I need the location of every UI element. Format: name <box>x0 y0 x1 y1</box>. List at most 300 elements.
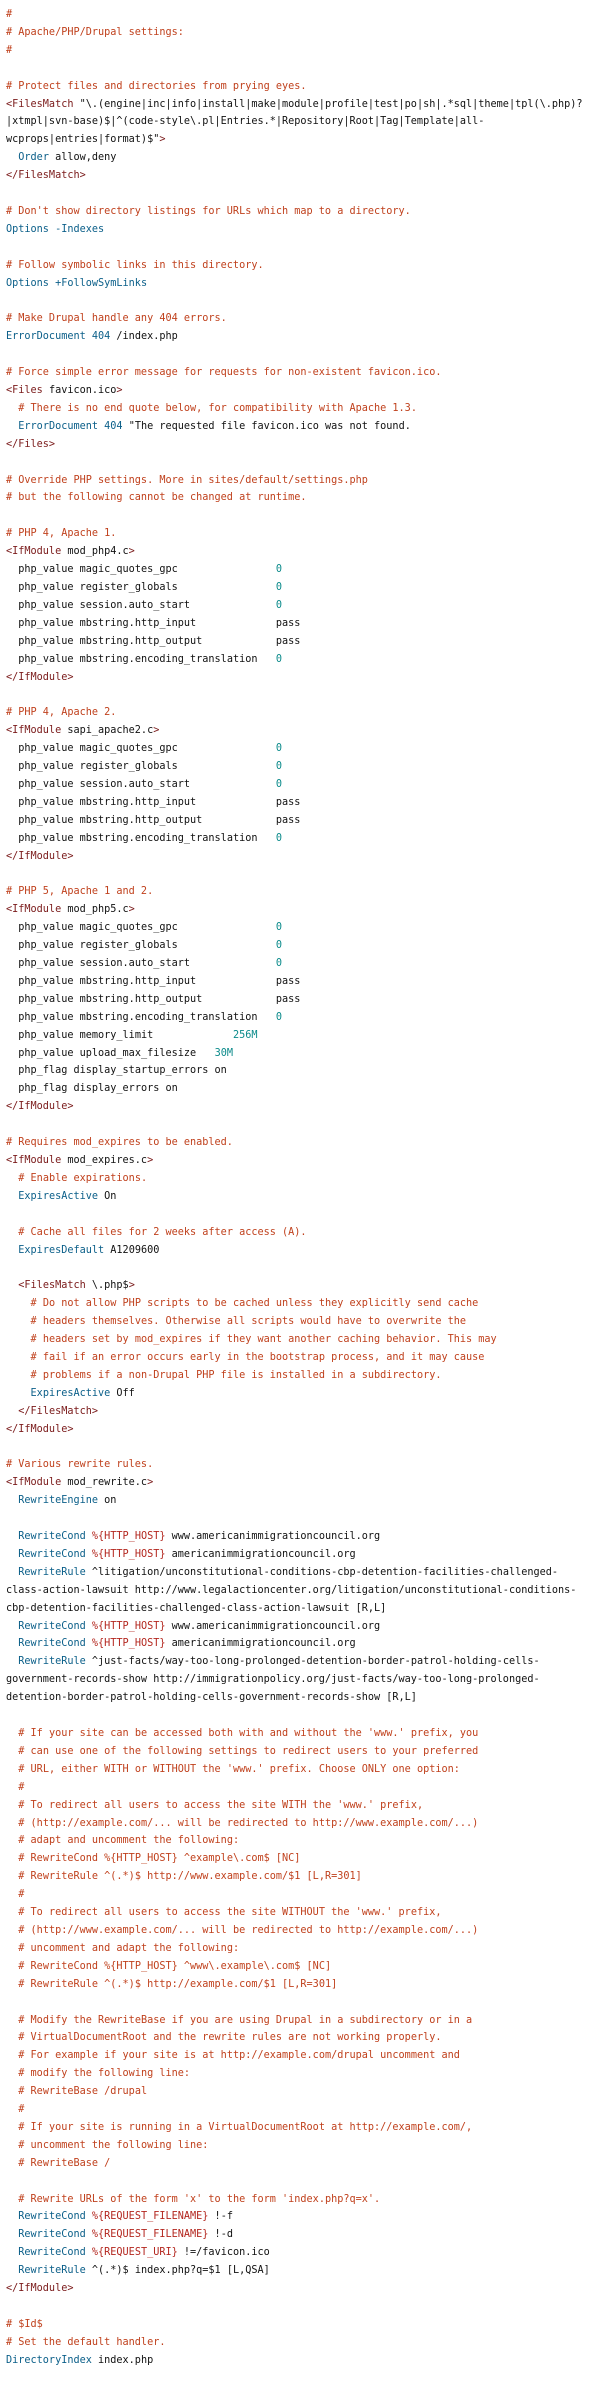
code-line <box>6 1027 592 1045</box>
code-line <box>6 239 592 257</box>
code-token-comment: # Set the default handler. <box>6 2336 166 2348</box>
code-token-value: php_value mbstring.http_input pass <box>6 617 301 629</box>
code-line <box>6 1958 592 1976</box>
code-line <box>6 1707 592 1725</box>
code-token-value: A1209600 <box>104 1244 160 1256</box>
code-token-tag: <FilesMatch <box>6 98 74 110</box>
code-token-value: php_value mbstring.encoding_translation <box>6 1011 276 1023</box>
code-line <box>6 597 592 615</box>
code-line <box>6 1421 592 1439</box>
code-token-value: php_value magic_quotes_gpc <box>6 564 276 576</box>
code-token-number: 256M <box>232 1029 258 1041</box>
code-line <box>6 203 592 221</box>
code-token-value: php_value session.auto_start <box>6 599 276 611</box>
code-line <box>6 1886 592 1904</box>
code-line <box>6 472 592 490</box>
code-token-comment: # PHP 4, Apache 1. <box>6 528 117 540</box>
code-token-directive: RewriteRule <box>18 1566 86 1578</box>
code-line <box>6 1474 592 1492</box>
code-line <box>6 6 592 24</box>
code-token-comment: # $Id$ <box>6 2318 43 2330</box>
code-token-value: "\.(engine|inc|info|install|make|module|profile|test|po|sh|.*sql|theme|tpl(\.php)?|xtmpl|svn-base)$|^(code-style\.pl|Entries.*|Repository|Root|Tag|Template|all-wcprops|entries|format)$" <box>6 98 583 146</box>
code-token-value: mod_expires.c <box>61 1155 148 1166</box>
code-token-value <box>6 2247 18 2258</box>
code-token-value: php_value memory_limit <box>6 1029 233 1041</box>
code-token-comment: # <box>6 2104 25 2116</box>
code-line <box>6 1761 592 1779</box>
code-token-value: mod_rewrite.c <box>61 1477 148 1489</box>
code-line <box>6 2280 592 2298</box>
code-token-comment: # If your site is running in a VirtualDocumentRoot at http://example.com/, <box>6 2121 473 2133</box>
code-line <box>6 740 592 758</box>
code-line <box>6 1152 592 1170</box>
code-token-tag: > <box>153 725 160 737</box>
code-line <box>6 669 592 687</box>
code-token-comment: # URL, either WITH or WITHOUT the 'www.' prefix. Choose ONLY one option: <box>6 1763 460 1775</box>
code-token-value: php_value register_globals <box>6 761 276 773</box>
code-token-directive: Order <box>18 152 49 164</box>
code-token-value: index.php <box>91 2354 154 2366</box>
code-line <box>6 78 592 96</box>
code-token-directive: ErrorDocument <box>6 331 86 343</box>
code-token-value: www.americanimmigrationcouncil.org <box>165 1620 381 1632</box>
code-token-comment: # To redirect all users to access the site WITHOUT the 'www.' prefix, <box>6 1907 442 1919</box>
code-token-comment: # (http://example.com/... will be redirected to http://www.example.com/...) <box>6 1817 479 1829</box>
code-token-directive: Options <box>6 277 49 289</box>
code-line <box>6 2083 592 2101</box>
code-token-value: php_value mbstring.encoding_translation <box>6 653 276 665</box>
code-line <box>6 2137 592 2155</box>
code-token-value: php_value mbstring.http_output pass <box>6 993 301 1005</box>
code-token-comment: # PHP 4, Apache 2. <box>6 707 117 719</box>
code-line <box>6 2191 592 2209</box>
code-line <box>6 686 592 704</box>
code-token-value <box>6 1567 18 1578</box>
code-token-comment: # uncomment and adapt the following: <box>6 1942 240 1954</box>
code-line <box>6 866 592 884</box>
code-line <box>6 1295 592 1313</box>
code-line <box>6 454 592 472</box>
code-line <box>6 149 592 167</box>
code-token-status: 404 <box>98 420 123 432</box>
code-line <box>6 382 592 400</box>
code-line <box>6 1832 592 1850</box>
code-line <box>6 704 592 722</box>
code-token-comment: # but the following cannot be changed at runtime. <box>6 492 307 504</box>
code-line <box>6 1850 592 1868</box>
code-token-comment: # Various rewrite rules. <box>6 1459 154 1471</box>
code-line <box>6 1009 592 1027</box>
code-line <box>6 364 592 382</box>
code-token-value: ^litigation/unconstitutional-conditions-cbp-detention-facilities-challenged-class-action-lawsuit http://www.legalactioncenter.org/litigation/unconstitutional-conditions-cbp-detention-facilities-challenged-class-action-lawsuit [R,L] <box>6 1566 577 1614</box>
code-line <box>6 489 592 507</box>
code-line <box>6 848 592 866</box>
code-token-comment: # (http://www.example.com/... will be redirected to http://example.com/...) <box>6 1924 479 1936</box>
code-token-value: php_value upload_max_filesize <box>6 1047 215 1059</box>
code-token-value: allow,deny <box>48 152 117 164</box>
code-line <box>6 167 592 185</box>
code-token-directive: RewriteCond <box>18 1620 86 1632</box>
code-token-value <box>6 1656 18 1667</box>
code-token-number: 0 <box>275 743 283 755</box>
code-token-value <box>6 1406 18 1417</box>
code-line <box>6 919 592 937</box>
code-line <box>6 1546 592 1564</box>
code-token-tag: <IfModule <box>6 725 62 737</box>
code-token-comment: # Requires mod_expires to be enabled. <box>6 1137 233 1149</box>
code-token-value: php_flag display_startup_errors on <box>6 1065 227 1077</box>
code-token-comment: # Rewrite URLs of the form 'x' to the form 'index.php?q=x'. <box>6 2193 381 2205</box>
code-token-value: !-f <box>208 2211 233 2223</box>
code-token-number: 0 <box>275 564 283 576</box>
code-line <box>6 1940 592 1958</box>
code-token-var: %{HTTP_HOST} <box>85 1548 166 1560</box>
code-token-directive: RewriteEngine <box>18 1495 99 1507</box>
code-line <box>6 24 592 42</box>
code-token-comment: # To redirect all users to access the site WITH the 'www.' prefix, <box>6 1799 424 1811</box>
code-token-value: \.php$ <box>85 1280 129 1292</box>
code-line <box>6 615 592 633</box>
code-token-comment: # <box>6 44 13 56</box>
code-token-tag: > <box>147 1477 154 1489</box>
code-token-tag: </Files> <box>6 438 56 450</box>
code-line <box>6 96 592 150</box>
code-token-directive: RewriteCond <box>18 2229 86 2241</box>
code-line <box>6 1904 592 1922</box>
code-token-directive: Options <box>6 223 49 235</box>
code-token-value: php_flag display_errors on <box>6 1083 178 1095</box>
code-token-value: php_value mbstring.http_output pass <box>6 635 301 647</box>
code-line <box>6 2029 592 2047</box>
code-line <box>6 257 592 275</box>
code-token-value <box>6 1638 18 1649</box>
code-token-value: !-d <box>208 2229 233 2241</box>
code-line <box>6 758 592 776</box>
code-line <box>6 561 592 579</box>
code-line <box>6 1206 592 1224</box>
code-token-comment: # Enable expirations. <box>6 1172 148 1184</box>
code-token-tag: <IfModule <box>6 904 62 916</box>
code-token-comment: # Force simple error message for requests for non-existent favicon.ico. <box>6 367 442 379</box>
code-token-tag: > <box>128 1280 135 1292</box>
code-line <box>6 1797 592 1815</box>
code-line <box>6 2047 592 2065</box>
code-line <box>6 1456 592 1474</box>
code-token-number: 0 <box>275 778 283 790</box>
code-token-value <box>6 1621 18 1632</box>
code-line <box>6 1815 592 1833</box>
code-token-value: php_value register_globals <box>6 940 276 952</box>
code-line <box>6 1635 592 1653</box>
code-token-value <box>6 2265 18 2276</box>
code-line <box>6 507 592 525</box>
code-token-value: ^just-facts/way-too-long-prolonged-detention-border-patrol-holding-cells-government-records-show http://immigrationpolicy.org/just-facts/way-too-long-prolonged-detention-border-patrol-holding-cells-government-records-show [R,L] <box>6 1656 540 1704</box>
code-token-value: php_value session.auto_start <box>6 778 276 790</box>
code-line <box>6 1349 592 1367</box>
code-line <box>6 1062 592 1080</box>
code-token-neg: +FollowSymLinks <box>48 277 148 289</box>
code-token-value <box>6 1388 31 1399</box>
code-line <box>6 1385 592 1403</box>
code-line <box>6 1868 592 1886</box>
code-token-comment: # Make Drupal handle any 404 errors. <box>6 313 227 325</box>
code-token-comment: # RewriteRule ^(.*)$ http://www.example.com/$1 [L,R=301] <box>6 1871 362 1883</box>
code-token-value <box>6 1280 18 1291</box>
code-token-value: americanimmigrationcouncil.org <box>165 1548 356 1560</box>
code-token-comment: # PHP 5, Apache 1 and 2. <box>6 886 154 898</box>
code-line <box>6 1976 592 1994</box>
code-line <box>6 1224 592 1242</box>
code-token-comment: # <box>6 9 13 20</box>
code-line <box>6 2226 592 2244</box>
code-token-value: On <box>98 1190 117 1202</box>
code-token-comment: # <box>6 1889 25 1901</box>
code-line <box>6 955 592 973</box>
code-line <box>6 2065 592 2083</box>
code-line <box>6 436 592 454</box>
code-token-tag: </IfModule> <box>6 1423 74 1435</box>
code-token-value <box>6 1191 18 1202</box>
code-token-comment: # adapt and uncomment the following: <box>6 1835 240 1847</box>
code-token-value <box>6 1245 18 1256</box>
code-token-comment: # If your site can be accessed both with and without the 'www.' prefix, you <box>6 1728 479 1739</box>
code-token-tag: <IfModule <box>6 1155 62 1166</box>
code-line <box>6 543 592 561</box>
code-token-value <box>6 421 18 432</box>
code-token-comment: # Follow symbolic links in this directory. <box>6 259 264 271</box>
code-line <box>6 275 592 293</box>
code-token-value: php_value mbstring.http_input pass <box>6 975 301 987</box>
code-token-value: www.americanimmigrationcouncil.org <box>165 1531 381 1543</box>
code-line <box>6 1170 592 1188</box>
code-token-value: php_value session.auto_start <box>6 958 276 970</box>
code-token-tag: > <box>159 134 166 146</box>
code-line <box>6 221 592 239</box>
code-line <box>6 2262 592 2280</box>
code-line <box>6 1134 592 1152</box>
code-line <box>6 2352 592 2370</box>
code-token-var: %{REQUEST_FILENAME} <box>85 2229 209 2241</box>
code-line <box>6 633 592 651</box>
code-token-tag: </IfModule> <box>6 850 74 862</box>
code-line <box>6 1098 592 1116</box>
code-line <box>6 812 592 830</box>
code-line <box>6 794 592 812</box>
code-token-value: php_value magic_quotes_gpc <box>6 743 276 755</box>
code-token-value: ^(.*)$ index.php?q=$1 [L,QSA] <box>85 2265 270 2277</box>
code-line <box>6 1259 592 1277</box>
code-token-comment: # Protect files and directories from prying eyes. <box>6 80 307 92</box>
code-token-number: 0 <box>275 958 283 970</box>
code-token-value: "The requested file favicon.ico was not found. <box>122 420 411 432</box>
code-token-comment: # RewriteBase / <box>6 2157 111 2169</box>
code-token-status: 404 <box>85 331 111 343</box>
code-token-comment: # uncomment the following line: <box>6 2139 209 2151</box>
code-line <box>6 2119 592 2137</box>
code-line <box>6 2101 592 2119</box>
code-line <box>6 60 592 78</box>
code-token-value: mod_php4.c <box>61 546 129 558</box>
code-line <box>6 1242 592 1260</box>
code-line <box>6 1403 592 1421</box>
code-token-value: on <box>98 1495 117 1507</box>
code-line <box>6 1313 592 1331</box>
code-token-value <box>6 2229 18 2240</box>
code-token-tag: </FilesMatch> <box>18 1405 99 1417</box>
code-line <box>6 1045 592 1063</box>
code-token-directive: RewriteCond <box>18 1638 86 1650</box>
code-token-number: 0 <box>275 582 283 593</box>
code-token-comment: # fail if an error occurs early in the bootstrap process, and it may cause <box>6 1351 485 1363</box>
code-token-var: %{HTTP_HOST} <box>85 1620 166 1632</box>
code-token-comment: # Don't show directory listings for URLs which map to a directory. <box>6 205 411 217</box>
code-token-directive: RewriteCond <box>18 1531 86 1543</box>
code-token-comment: # problems if a non-Drupal PHP file is installed in a subdirectory. <box>6 1369 442 1381</box>
code-token-number: 0 <box>275 653 283 665</box>
code-line <box>6 418 592 436</box>
code-token-tag: > <box>128 904 135 916</box>
code-line <box>6 1277 592 1295</box>
code-line <box>6 1564 592 1618</box>
code-token-value <box>6 2211 18 2222</box>
code-line <box>6 2208 592 2226</box>
code-token-comment: # There is no end quote below, for compatibility with Apache 1.3. <box>6 402 417 414</box>
code-token-value: Off <box>110 1387 135 1399</box>
code-line <box>6 937 592 955</box>
code-token-comment: # RewriteRule ^(.*)$ http://example.com/$1 [L,R=301] <box>6 1978 338 1990</box>
code-token-directive: RewriteCond <box>18 2247 86 2259</box>
code-token-directive: ExpiresActive <box>30 1387 111 1399</box>
code-token-value: php_value register_globals <box>6 582 276 593</box>
code-line <box>6 579 592 597</box>
code-token-comment: # Modify the RewriteBase if you are using Drupal in a subdirectory or in a <box>6 2014 473 2026</box>
code-token-tag: </FilesMatch> <box>6 170 86 182</box>
code-token-directive: RewriteRule <box>18 1656 86 1668</box>
code-line <box>6 328 592 346</box>
code-line <box>6 310 592 328</box>
code-token-tag: <IfModule <box>6 546 62 558</box>
code-line <box>6 1331 592 1349</box>
code-token-directive: ExpiresActive <box>18 1190 99 1202</box>
code-line <box>6 1439 592 1457</box>
code-token-number: 0 <box>275 922 283 934</box>
code-token-var: %{REQUEST_URI} <box>85 2247 178 2259</box>
code-line <box>6 1492 592 1510</box>
code-line <box>6 1188 592 1206</box>
code-token-var: %{HTTP_HOST} <box>85 1531 166 1543</box>
code-line <box>6 1994 592 2012</box>
code-line <box>6 2244 592 2262</box>
code-token-value <box>6 1531 18 1542</box>
code-token-tag: </IfModule> <box>6 671 74 683</box>
code-token-tag: > <box>116 385 123 397</box>
code-token-number: 0 <box>275 832 283 844</box>
code-token-number: 30M <box>214 1047 233 1059</box>
code-token-tag: </IfModule> <box>6 1101 74 1113</box>
code-token-value: /index.php <box>110 331 178 343</box>
code-line <box>6 2298 592 2316</box>
code-line <box>6 400 592 418</box>
code-line <box>6 42 592 60</box>
code-token-directive: RewriteCond <box>18 2211 86 2223</box>
code-token-value: !=/favicon.ico <box>177 2247 270 2259</box>
code-line <box>6 1653 592 1707</box>
code-token-comment: # <box>6 1781 25 1793</box>
code-line <box>6 991 592 1009</box>
code-line <box>6 346 592 364</box>
code-line <box>6 901 592 919</box>
code-token-comment: # can use one of the following settings to redirect users to your preferred <box>6 1745 479 1757</box>
code-line <box>6 1116 592 1134</box>
code-token-tag: > <box>147 1155 154 1166</box>
code-token-value: php_value magic_quotes_gpc <box>6 922 276 934</box>
code-line <box>6 883 592 901</box>
code-line <box>6 1725 592 1743</box>
code-line <box>6 293 592 311</box>
code-token-value: mod_php5.c <box>61 904 129 916</box>
code-token-tag: > <box>128 546 135 558</box>
code-token-number: 0 <box>275 1011 283 1023</box>
code-line <box>6 185 592 203</box>
code-line <box>6 525 592 543</box>
code-line <box>6 2316 592 2334</box>
code-line <box>6 1618 592 1636</box>
code-line <box>6 651 592 669</box>
code-token-directive: RewriteCond <box>18 1548 86 1560</box>
code-line <box>6 830 592 848</box>
code-token-value: php_value mbstring.encoding_translation <box>6 832 276 844</box>
code-token-comment: # Cache all files for 2 weeks after access (A). <box>6 1226 307 1238</box>
code-token-directive: DirectoryIndex <box>6 2354 92 2366</box>
code-token-value: americanimmigrationcouncil.org <box>165 1638 356 1650</box>
code-token-value <box>6 1549 18 1560</box>
code-token-number: 0 <box>275 761 283 773</box>
code-line <box>6 1922 592 1940</box>
code-token-value: sapi_apache2.c <box>61 725 154 737</box>
code-token-number: 0 <box>275 599 283 611</box>
code-line <box>6 1080 592 1098</box>
code-token-tag: </IfModule> <box>6 2283 74 2295</box>
code-line <box>6 2155 592 2173</box>
code-line <box>6 776 592 794</box>
code-token-comment: # RewriteCond %{HTTP_HOST} ^example\.com$ [NC] <box>6 1853 301 1865</box>
code-token-comment: # For example if your site is at http://example.com/drupal uncomment and <box>6 2050 460 2062</box>
code-token-var: %{HTTP_HOST} <box>85 1638 166 1650</box>
code-token-value: php_value mbstring.http_input pass <box>6 796 301 808</box>
code-token-comment: # Override PHP settings. More in sites/default/settings.php <box>6 474 368 486</box>
code-line <box>6 973 592 991</box>
code-line <box>6 1743 592 1761</box>
code-token-directive: ErrorDocument <box>18 420 99 432</box>
code-line <box>6 2173 592 2191</box>
code-token-neg: -Indexes <box>48 223 105 235</box>
code-line <box>6 2334 592 2352</box>
code-line <box>6 722 592 740</box>
code-token-value <box>6 1495 18 1506</box>
code-token-directive: RewriteRule <box>18 2265 86 2277</box>
code-token-value: php_value mbstring.http_output pass <box>6 814 301 826</box>
code-line <box>6 1367 592 1385</box>
code-token-comment: # VirtualDocumentRoot and the rewrite rules are not working properly. <box>6 2032 442 2044</box>
code-line <box>6 1510 592 1528</box>
code-token-number: 0 <box>275 940 283 952</box>
code-line <box>6 1528 592 1546</box>
code-token-directive: ExpiresDefault <box>18 1244 105 1256</box>
code-line <box>6 2012 592 2030</box>
code-token-value: favicon.ico <box>42 385 117 397</box>
code-token-comment: # headers themselves. Otherwise all scripts would have to overwrite the <box>6 1316 467 1328</box>
code-token-tag: <FilesMatch <box>18 1280 86 1292</box>
